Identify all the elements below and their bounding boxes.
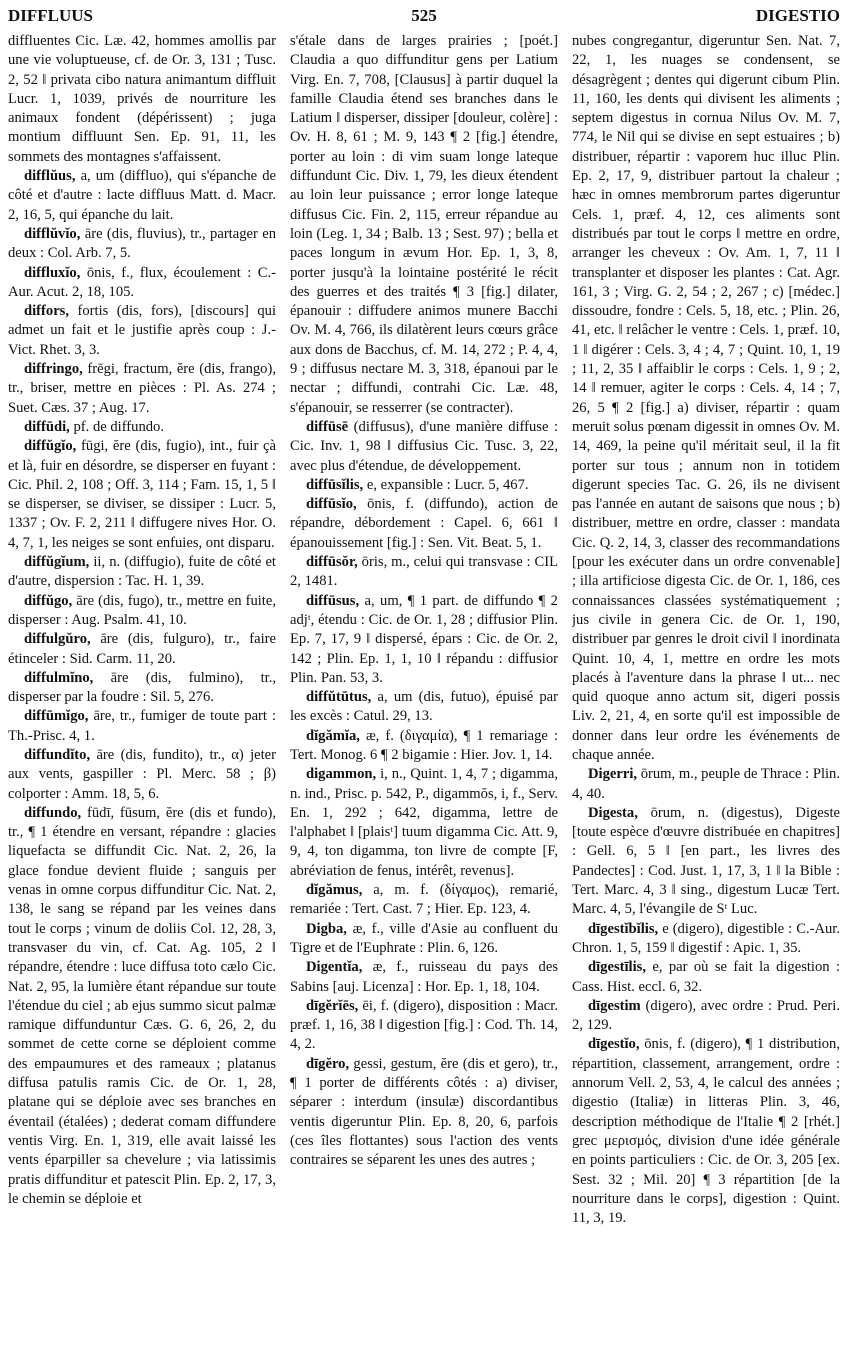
headword: difflŭus,: [24, 168, 76, 185]
headword: dīgestĭo,: [588, 1036, 640, 1053]
headword: Digba,: [306, 920, 347, 937]
headword: diffūmĭgo,: [24, 708, 89, 725]
definition: ōnis, f. (digero), ¶ 1 distribution, répartition, classement, arrangement, ordre : annorum Vell. 2, 53, 4, le calcul des années ; digestio (Italiæ) in litteras Plin. 3, 46, description méthodique de l'Italie ¶ 2 [rhét.] grec μερισμός, division d'une idée générale en points particuliers : Cic. de Or. 3, 205 [ex. Sest. 32 ; Mil. 20] ¶ 3 répartition [de la nourriture dans le corps], digestion : Quint. 11, 3, 19.: [572, 1036, 840, 1227]
definition: ōrum, n. (digestus), Digeste [toute espèce d'œuvre distribuée en chapitres] : Gell. 6, 5 ‖ [en part., les livres des Pandectes] : Cod. Just. 1, 17, 3, 1 ‖ la Bible : Tert. Marc. 4, 3 ‖ sing., digestum Lucæ Tert. Marc. 4, 5, l'évangile de Sᵗ Luc.: [572, 804, 840, 918]
first-headword: DIFFLUUS: [8, 6, 94, 25]
definition: āre (dis, fundito), tr., α) jeter aux vents, gaspiller : Pl. Merc. 58 ; β) colporter : Amm. 18, 5, 6.: [8, 746, 276, 802]
headword: dĭgămus,: [306, 882, 363, 899]
running-header: [8, 6, 840, 30]
dictionary-entry: [290, 418, 558, 476]
definition: e (digero), digestible : C.-Aur. Chron. 1, 5, 159 ‖ digestif : Apic. 1, 35.: [572, 920, 840, 956]
dictionary-entry: [8, 592, 276, 631]
dictionary-entry: [290, 997, 558, 1055]
headword: diffūdi,: [24, 418, 70, 435]
dictionary-entry: [290, 688, 558, 727]
entry-continuation: [572, 32, 840, 765]
definition: æ, f., ville d'Asie au confluent du Tigre et de l'Euphrate : Plin. 6, 126.: [290, 920, 558, 956]
dictionary-entry: [8, 437, 276, 553]
definition: (diffusus), d'une manière diffuse : Cic. Inv. 1, 98 ‖ diffusius Cic. Tusc. 3, 22, avec plus d'étendue, de développement.: [290, 418, 558, 474]
column-3: [572, 32, 840, 1344]
headword: diffors,: [24, 303, 69, 320]
dictionary-entry: [290, 727, 558, 766]
dictionary-entry: [8, 167, 276, 225]
dictionary-entry: [8, 360, 276, 418]
dictionary-entry: [8, 630, 276, 669]
dictionary-entry: [290, 553, 558, 592]
definition: i, n., Quint. 1, 4, 7 ; digamma, n. ind., Prisc. p. 542, P., digammŏs, i, f., Serv. En. 1, 292 ; 642, digamma, lettre de l'alphabet ‖ [plaisᵗ] tuum digamma Cic. Att. 9, 9, 4, ton digamma, ton livre de compte [F, abréviation de fenus, intérêt, revenus].: [290, 766, 558, 879]
definition: ii, n. (diffugio), fuite de côté et d'autre, dispersion : Tac. H. 1, 39.: [8, 554, 276, 590]
definition: nubes congregantur, digeruntur Sen. Nat. 7, 22, 1, les nuages se condensent, se désagrègent ; dentes qui digerunt cibum Plin. 11, 160, les dents qui divisent les aliments ; septem digestus in cornua Nilus Ov. M. 7, 774, le Nil qui se divise en sept estuaires ; b) distribuer, répartir : vaporem huc illuc Plin. Ep. 2, 17, 9, distribuer partout la chaleur ; hæc in omnes membrorum partes digeruntur Cels. 1, præf. 4, 12, ces aliments sont distribués par tout le corps ‖ mettre en ordre, arranger les cheveux : Ov. Am. 1, 7, 11 ‖ transplanter et disposer les plantes : Cat. Agr. 161, 3 ; Virg. G. 2, 54 ; 2, 267 ; c) [médec.] dissoudre, fondre : Cels. 5, 18, etc. ; Plin. 26, 41, etc. ‖ relâcher le ventre : Cels. 1, præf. 10, 1 ‖ digérer : Cels. 3, 4 ; 4, 7 ; Quint. 10, 1, 19 ; 11, 2, 35 ‖ affaiblir le corps : Cels. 1, 9 ; 2, 14 ‖ remuer, agiter le corps : Cels. 4, 14 ; 7, 26, 5 ¶ 2 [fig.] a) diviser, répartir : quam meruit solus pœnam digessit in omnes Ov. M. 14, 469, la peine qu'il méritait seul, il la fit porter sur tous ; annum non in totidem digerunt species Tac. G. 26, ils ne divisent pas l'année en autant de saisons que nous ; b) distribuer, mettre en ordre, classer : mandata Cic. Q. 2, 14, 3, classer des recommandations [pour les exécuter dans un ordre convenable] ; illa artificiose digesta Cic. de Or. 1, 186, ces connaissances classées systématiquement ; jus civile in genera Cic. de Or. 1, 190, distribuer par genres le droit civil ‖ inordinata Quint. 10, 4, 1, mettre en ordre les mots placés à l'aventure dans la phrase ‖ ut... nec quid quoque anno actum sit, digeri possis Liv. 2, 21, 4, en sorte qu'il est impossible de donner dans leur ordre les événements de chaque année.: [572, 33, 840, 763]
definition: a, m. f. (δίγαμος), remarié, remariée : Tert. Cast. 7 ; Hier. Ep. 123, 4.: [290, 882, 558, 918]
headword: Digentĭa,: [306, 959, 363, 976]
definition: āre (dis, fugo), tr., mettre en fuite, disperser : Aug. Psalm. 41, 10.: [8, 592, 276, 628]
headword: diffŭtūtus,: [306, 689, 372, 706]
definition: fūgi, ĕre (dis, fugio), int., fuir çà et là, fuir en désordre, se disperser en fuyant : Cic. Phil. 2, 108 ; Off. 3, 114 ; Fam. 15, 1, 5 ‖ se disperser, se diviser, se dissiper : Lucr. 5, 1337 ; Ov. F. 2, 211 ‖ diffugere nives Hor. O. 4, 7, 1, les neiges se sont enfuies, ont disparu.: [8, 438, 276, 551]
headword: diffundo,: [24, 804, 82, 821]
definition: frēgi, fractum, ĕre (dis, frango), tr., briser, mettre en pièces : Pl. As. 274 ; Suet. Cæs. 37 ; Aug. 17.: [8, 361, 276, 416]
headword: dīgestĭbĭlis,: [588, 920, 659, 937]
column-1: [8, 32, 276, 1344]
dictionary-entry: [290, 765, 558, 881]
headword: dīgĕro,: [306, 1055, 350, 1072]
definition: gessi, gestum, ĕre (dis et gero), tr., ¶ 1 porter de différents côtés : a) diviser, séparer : interdum (insulæ) discordantibus ventis digeruntur Plin. Ep. 8, 20, 6, parfois (ces îles flottantes) sous l'action des vents contraires se séparent les unes des autres ;: [290, 1055, 558, 1169]
dictionary-entry: [8, 707, 276, 746]
entry-continuation: [8, 32, 276, 167]
headword: digammon,: [306, 766, 377, 783]
definition: a, um, ¶ 1 part. de diffundo ¶ 2 adjᵗ, étendu : Cic. de Or. 1, 28 ; diffusior Plin. Ep. 7, 17, 9 ‖ dispersé, épars : Cic. de Or. 2, 142 ; Plin. Ep. 1, 1, 10 ‖ répandu : diffusior Plin. Pan. 53, 3.: [290, 592, 558, 686]
dictionary-entry: [290, 495, 558, 553]
dictionary-entry: [572, 997, 840, 1036]
definition: (digero), avec ordre : Prud. Peri. 2, 129.: [572, 997, 840, 1034]
definition: a, um (diffluo), qui s'épanche de côté et d'autre : lacte diffluus Matt. d. Macr. 2, 16, 5, qui épanche du lait.: [8, 168, 276, 223]
dictionary-entry: [290, 881, 558, 920]
headword: diffūsĭlis,: [306, 476, 364, 493]
headword: diffŭgĭum,: [24, 554, 90, 571]
dictionary-entry: [572, 765, 840, 804]
dictionary-entry: [572, 1035, 840, 1228]
definition: ēi, f. (digero), disposition : Macr. præf. 1, 16, 38 ‖ digestion [fig.] : Cod. Th. 14, 4, 2.: [290, 997, 558, 1053]
headword: diffŭgĭo,: [24, 438, 77, 455]
headword: diffringo,: [24, 361, 83, 378]
dictionary-entry: [290, 958, 558, 997]
page-number: 525: [411, 6, 437, 25]
column-2: [290, 32, 558, 1344]
definition: e, par où se fait la digestion : Cass. Hist. eccl. 6, 32.: [572, 959, 840, 995]
definition: ōnis, f. (diffundo), action de répandre, débordement : Capel. 6, 661 ‖ épanouissement [fig.] : Sen. Vit. Beat. 5, 1.: [290, 496, 558, 551]
headword: diffulmĭno,: [24, 669, 94, 686]
headword: difflŭvĭo,: [24, 225, 81, 242]
dictionary-entry: [290, 1055, 558, 1171]
definition: a, um (dis, futuo), épuisé par les excès : Catul. 29, 13.: [290, 689, 558, 725]
definition: e, expansible : Lucr. 5, 467.: [366, 476, 529, 493]
headword: diffulgŭro,: [24, 631, 91, 648]
definition: āre (dis, fluvius), tr., partager en deux : Col. Arb. 7, 5.: [8, 225, 276, 262]
definition: pf. de diffundo.: [73, 418, 165, 435]
headword: dĭgămĭa,: [306, 727, 360, 744]
headword: diffŭgo,: [24, 592, 73, 609]
definition: æ, f. (διγαμία), ¶ 1 remariage : Tert. Monog. 6 ¶ 2 bigamie : Hier. Jov. 1, 14.: [290, 727, 558, 763]
dictionary-entry: [8, 804, 276, 1209]
dictionary-entry: [8, 669, 276, 708]
definition: æ, f., ruisseau du pays des Sabins [auj. Licenza] : Hor. Ep. 1, 18, 104.: [290, 959, 558, 995]
headword: diffūsĭo,: [306, 496, 357, 513]
definition: ōnis, f., flux, écoulement : C.-Aur. Acut. 2, 18, 105.: [8, 264, 276, 300]
definition: āre, tr., fumiger de toute part : Th.-Prisc. 4, 1.: [8, 708, 276, 744]
definition: fortis (dis, fors), [discours] qui admet un fait et le justifie après coup : J.-Vict. Rhet. 3, 3.: [8, 303, 276, 358]
headword: diffūsŏr,: [306, 554, 358, 571]
definition: āre (dis, fulmino), tr., disperser par la foudre : Sil. 5, 276.: [8, 669, 276, 706]
dictionary-entry: [290, 476, 558, 495]
headword: diffūsē: [306, 418, 349, 435]
headword: dīgestīlis,: [588, 959, 646, 976]
dictionary-entry: [290, 920, 558, 959]
headword: diffundĭto,: [24, 746, 91, 763]
entry-continuation: [290, 32, 558, 418]
dictionary-entry: [8, 264, 276, 303]
last-headword: DIGESTIO: [755, 6, 840, 25]
headword: diffūsus,: [306, 592, 360, 609]
dictionary-entry: [8, 553, 276, 592]
headword: Digerri,: [588, 766, 638, 783]
dictionary-entry: [8, 225, 276, 264]
definition: ōrum, m., peuple de Thrace : Plin. 4, 40.: [572, 766, 840, 802]
dictionary-entry: [572, 920, 840, 959]
headword: diffluxĭo,: [24, 264, 81, 281]
dictionary-entry: [572, 804, 840, 920]
dictionary-entry: [8, 746, 276, 804]
headword: dīgĕrĭēs,: [306, 997, 359, 1014]
definition: fūdī, fūsum, ĕre (dis et fundo), tr., ¶ 1 étendre en versant, répandre : glacies liquefacta se diffundit Cic. Nat. 2, 26, la glace fondue devient fluide ; sanguis per venas in omne corpus diffunditur Cic. Nat. 2, 138, le sang se répand par les veines dans tout le corps ; vinum de doliis Col. 12, 28, 3, transvaser du vin, cf. Cat. Ag. 105, 2 ‖ répandre, étendre : luce diffusa toto cælo Cic. Nat. 2, 95, la lumière étant répandue sur toute l'étendue du ciel ; ab ejus summo sicut palmæ ramique diffunduntur Cæs. G. 6, 26, 2, du sommet de cette corne se déploient comme des empaumures et des rameaux ; platanus diffusa patulis ramis Cic. de Or. 1, 28, platane qui se déploie avec ses branches en éventail (étalées) ; dederat comam diffundere ventis Virg. En. 1, 319, elle avait laissé les vents éparpiller sa chevelure ; via latissimis pratis diffunditur et patescit Plin. Ep. 2, 17, 3, le chemin se déploie et: [8, 804, 276, 1207]
headword: dīgestim: [588, 997, 641, 1014]
dictionary-entry: [290, 592, 558, 688]
dictionary-entry: [8, 418, 276, 437]
dictionary-entry: [8, 302, 276, 360]
dictionary-entry: [572, 958, 840, 997]
definition: āre (dis, fulguro), tr., faire étinceler : Sid. Carm. 11, 20.: [8, 631, 276, 667]
definition: s'étale dans de larges prairies ; [poét.] Claudia a quo diffunditur gens per Latium Virg. En. 7, 708, [Clausus] à partir duquel la famille Claudia étend ses branches dans le Latium ‖ disperser, dissiper [douleur, colère] : Ov. H. 8, 61 ; M. 9, 143 ¶ 2 [fig.] étendre, porter au loin : di vim suam longe lateque diffundunt Cic. Div. 1, 79, les dieux étendent au loin leur puissance ; error longe lateque diffusus Cic. Fin. 2, 115, erreur répandue au loin (Leg. 1, 34 ; Balb. 13 ; Sest. 97) ; bella et paces longum in ævum Hor. Ep. 1, 3, 8, porter jusqu'à la lointaine postérité le récit des guerres et des traités ¶ 3 [fig.] dilater, épanouir : diffudere animos munere Bacchi Ov. M. 4, 766, ils dilatèrent leurs cœurs grâce aux dons de Bacchus, cf. M. 14, 272 ; P. 4, 4, 9 ; diffusus nectare M. 3, 318, épanoui par le nectar ; diffundi, contrahi Cic. Læ. 48, s'épanouir, se resserrer (se contracter).: [290, 33, 558, 416]
definition: diffluentes Cic. Læ. 42, hommes amollis par une vie voluptueuse, cf. de Or. 3, 131 ; Tusc. 2, 52 ‖ privata cibo natura animantum diffluit Lucr. 1, 1039, privés de nourriture les animaux fondent (dépérissent) ; juga montium diffluunt Sen. Ep. 91, 11, les sommets des montagnes s'affaissent.: [8, 33, 276, 165]
headword: Digesta,: [588, 804, 638, 821]
definition: ōris, m., celui qui transvase : CIL 2, 1481.: [290, 554, 558, 590]
